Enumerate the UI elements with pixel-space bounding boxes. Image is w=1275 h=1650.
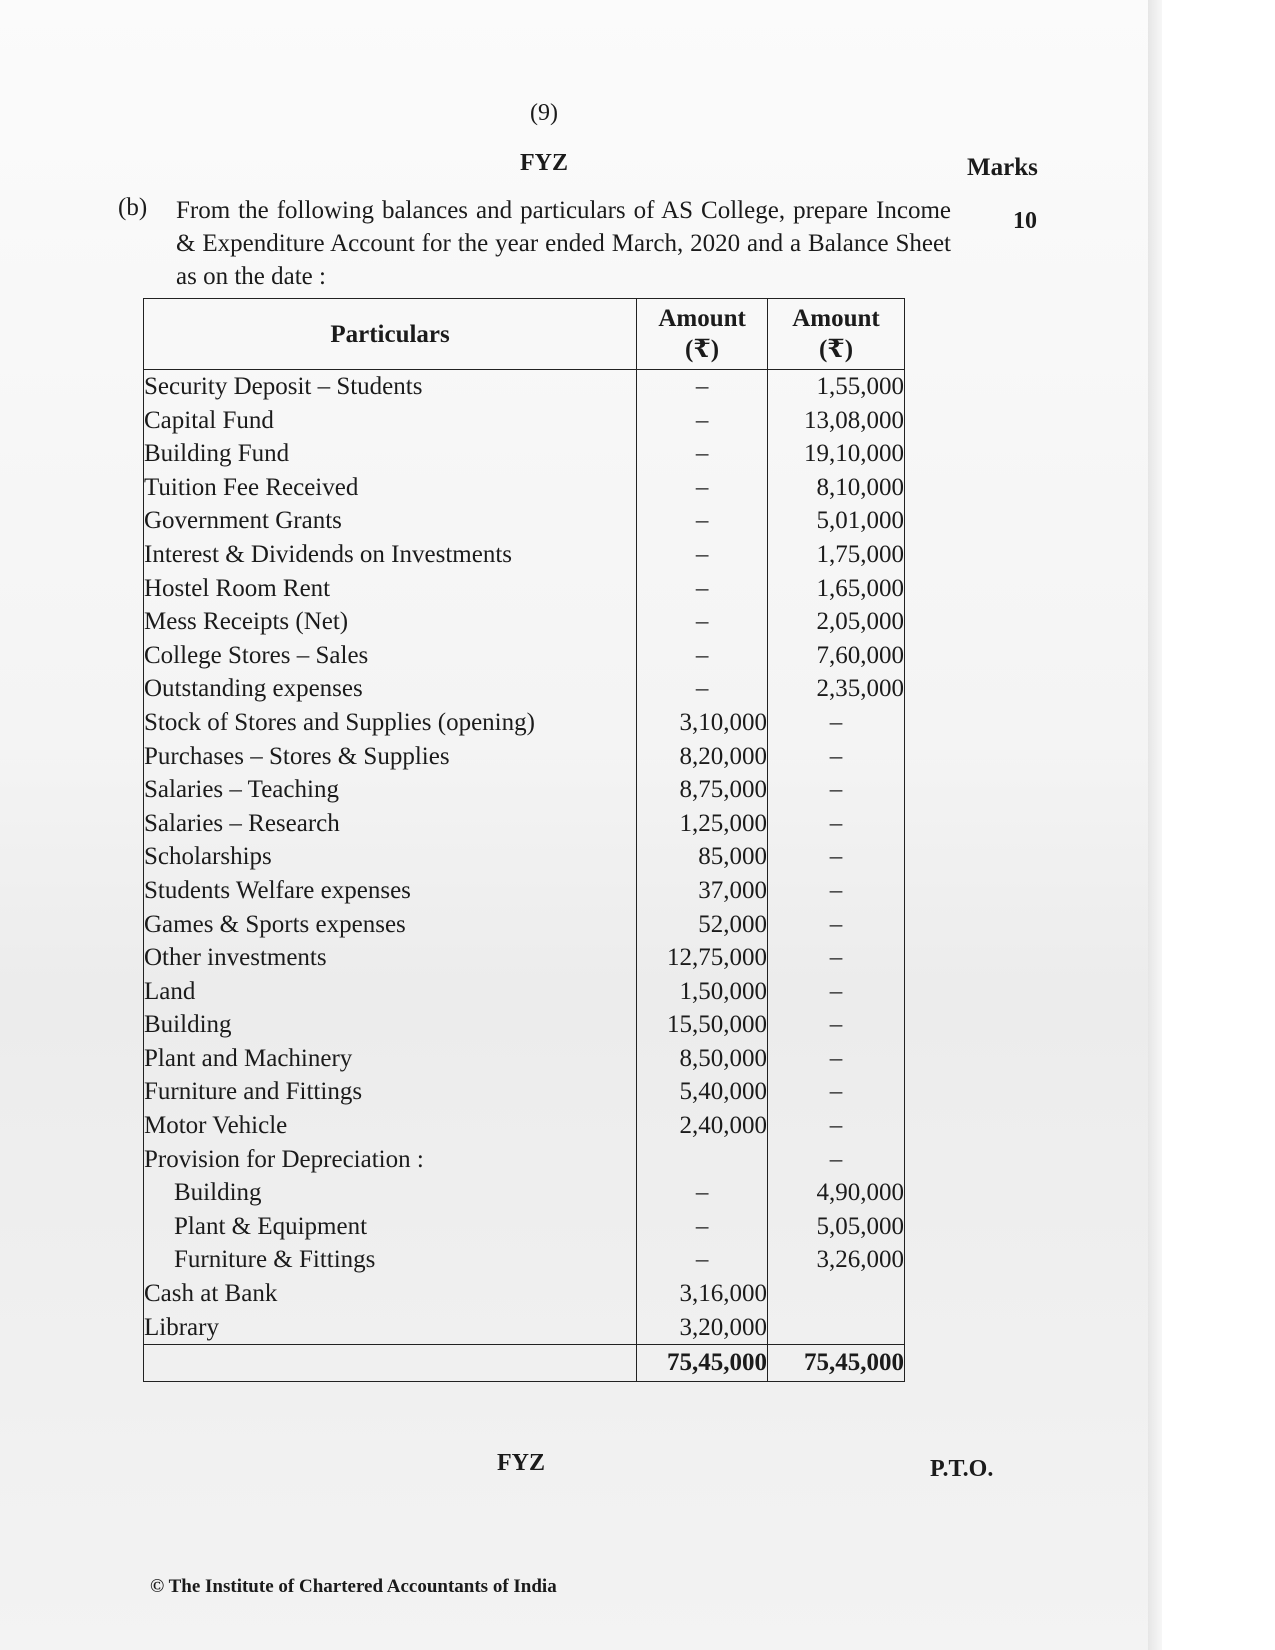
table-row — [144, 370, 905, 404]
row-particular: Salaries – Teaching — [144, 773, 637, 807]
row-particular: Purchases – Stores & Supplies — [144, 740, 637, 774]
row-particular: Building Fund — [144, 437, 637, 471]
table-row — [144, 437, 905, 471]
row-amount-2: 4,90,000 — [768, 1176, 905, 1210]
header-amount-2: Amount (₹) — [768, 299, 905, 370]
row-particular: Capital Fund — [144, 404, 637, 438]
row-particular: Students Welfare expenses — [144, 874, 637, 908]
row-amount-1: – — [637, 404, 768, 438]
table-row — [144, 1042, 905, 1076]
row-amount-2: – — [768, 1008, 905, 1042]
row-particular: Library — [144, 1311, 637, 1345]
row-amount-2: 13,08,000 — [768, 404, 905, 438]
row-particular: Outstanding expenses — [144, 672, 637, 706]
table-row — [144, 773, 905, 807]
row-amount-2: – — [768, 941, 905, 975]
row-amount-1: – — [637, 1210, 768, 1244]
row-amount-2: 5,01,000 — [768, 504, 905, 538]
row-particular: Government Grants — [144, 504, 637, 538]
row-particular: Stock of Stores and Supplies (opening) — [144, 706, 637, 740]
row-amount-2: 2,35,000 — [768, 672, 905, 706]
row-amount-1: 3,10,000 — [637, 706, 768, 740]
header-amount-1: Amount (₹) — [637, 299, 768, 370]
table-row — [144, 1075, 905, 1109]
total-row — [144, 1345, 905, 1382]
row-amount-2: 7,60,000 — [768, 639, 905, 673]
row-particular: Building — [144, 1176, 637, 1210]
row-particular: Land — [144, 975, 637, 1009]
row-particular: Cash at Bank — [144, 1277, 637, 1311]
row-amount-2: – — [768, 840, 905, 874]
row-amount-2: – — [768, 807, 905, 841]
copyright-footer: © The Institute of Chartered Accountants of India — [150, 1576, 557, 1597]
marks-value: 10 — [1013, 208, 1037, 234]
row-amount-1: 3,16,000 — [637, 1277, 768, 1311]
table-row — [144, 1210, 905, 1244]
table-row — [144, 1143, 905, 1177]
row-amount-1: 85,000 — [637, 840, 768, 874]
row-amount-2: – — [768, 874, 905, 908]
row-amount-1: 12,75,000 — [637, 941, 768, 975]
question-text: From the following balances and particulars of AS College, prepare Income & Expenditure Account for the year ended March, 2020 and a Balance Sheet as on the date : — [176, 197, 951, 290]
row-amount-1: – — [637, 1243, 768, 1277]
row-amount-1: – — [637, 1176, 768, 1210]
row-amount-1: 5,40,000 — [637, 1075, 768, 1109]
table-row — [144, 538, 905, 572]
table-row — [144, 672, 905, 706]
row-amount-1: 1,25,000 — [637, 807, 768, 841]
row-amount-1: – — [637, 572, 768, 606]
total-label-cell — [144, 1345, 637, 1382]
table-row — [144, 504, 905, 538]
row-particular: Other investments — [144, 941, 637, 975]
row-particular: Furniture & Fittings — [144, 1243, 637, 1277]
header-particulars: Particulars — [144, 299, 637, 370]
row-amount-2: 1,55,000 — [768, 370, 905, 404]
table-row — [144, 471, 905, 505]
row-amount-1: 8,50,000 — [637, 1042, 768, 1076]
row-amount-1: 1,50,000 — [637, 975, 768, 1009]
row-amount-1: – — [637, 471, 768, 505]
table-row — [144, 740, 905, 774]
balances-table — [143, 298, 905, 1382]
row-particular: Building — [144, 1008, 637, 1042]
row-amount-1: – — [637, 639, 768, 673]
row-amount-1: – — [637, 605, 768, 639]
table-row — [144, 1243, 905, 1277]
row-particular: Plant and Machinery — [144, 1042, 637, 1076]
marks-label: Marks — [967, 154, 1038, 181]
question-label: (b) — [118, 194, 148, 221]
row-amount-2 — [768, 1277, 905, 1311]
paper-code-top: FYZ — [520, 150, 568, 176]
table-row — [144, 1277, 905, 1311]
row-amount-2: 19,10,000 — [768, 437, 905, 471]
table-row — [144, 639, 905, 673]
row-amount-2: 2,05,000 — [768, 605, 905, 639]
table-row — [144, 975, 905, 1009]
row-particular: Salaries – Research — [144, 807, 637, 841]
row-amount-2: – — [768, 740, 905, 774]
row-particular: Motor Vehicle — [144, 1109, 637, 1143]
row-amount-2: – — [768, 908, 905, 942]
table-row — [144, 807, 905, 841]
row-amount-1: 37,000 — [637, 874, 768, 908]
table-row — [144, 908, 905, 942]
row-particular: Games & Sports expenses — [144, 908, 637, 942]
table-row — [144, 874, 905, 908]
table-row — [144, 941, 905, 975]
row-amount-1: 3,20,000 — [637, 1311, 768, 1345]
table-row — [144, 1311, 905, 1345]
row-amount-2: 5,05,000 — [768, 1210, 905, 1244]
row-particular: Provision for Depreciation : — [144, 1143, 637, 1177]
row-amount-2: 1,65,000 — [768, 572, 905, 606]
table-body — [144, 370, 905, 1382]
row-particular: Furniture and Fittings — [144, 1075, 637, 1109]
row-particular: College Stores – Sales — [144, 639, 637, 673]
total-amount-2: 75,45,000 — [768, 1345, 905, 1382]
scan-edge — [1148, 0, 1162, 1650]
row-particular: Scholarships — [144, 840, 637, 874]
row-amount-1: – — [637, 672, 768, 706]
row-amount-1: 8,75,000 — [637, 773, 768, 807]
row-particular: Mess Receipts (Net) — [144, 605, 637, 639]
table-row — [144, 840, 905, 874]
table-row — [144, 1176, 905, 1210]
table-header-row — [144, 299, 905, 370]
row-amount-1: – — [637, 437, 768, 471]
total-amount-1: 75,45,000 — [637, 1345, 768, 1382]
row-amount-1: – — [637, 370, 768, 404]
table-row — [144, 1109, 905, 1143]
table-row — [144, 605, 905, 639]
row-amount-2 — [768, 1311, 905, 1345]
row-amount-2: 1,75,000 — [768, 538, 905, 572]
row-amount-1 — [637, 1143, 768, 1177]
table-row — [144, 404, 905, 438]
row-amount-2: – — [768, 975, 905, 1009]
row-amount-2: – — [768, 1109, 905, 1143]
page-number: (9) — [530, 100, 558, 126]
row-amount-1: 8,20,000 — [637, 740, 768, 774]
row-amount-1: 2,40,000 — [637, 1109, 768, 1143]
row-particular: Security Deposit – Students — [144, 370, 637, 404]
row-amount-2: 8,10,000 — [768, 471, 905, 505]
row-amount-2: 3,26,000 — [768, 1243, 905, 1277]
row-amount-1: – — [637, 538, 768, 572]
row-particular: Hostel Room Rent — [144, 572, 637, 606]
table-row — [144, 706, 905, 740]
table-row — [144, 1008, 905, 1042]
row-amount-1: 15,50,000 — [637, 1008, 768, 1042]
row-amount-2: – — [768, 773, 905, 807]
row-particular: Plant & Equipment — [144, 1210, 637, 1244]
row-amount-2: – — [768, 1143, 905, 1177]
row-particular: Tuition Fee Received — [144, 471, 637, 505]
row-amount-2: – — [768, 706, 905, 740]
row-amount-2: – — [768, 1075, 905, 1109]
row-amount-2: – — [768, 1042, 905, 1076]
pto-label: P.T.O. — [930, 1456, 994, 1482]
table-row — [144, 572, 905, 606]
row-amount-1: 52,000 — [637, 908, 768, 942]
row-amount-1: – — [637, 504, 768, 538]
row-particular: Interest & Dividends on Investments — [144, 538, 637, 572]
paper-code-bottom: FYZ — [497, 1450, 545, 1476]
